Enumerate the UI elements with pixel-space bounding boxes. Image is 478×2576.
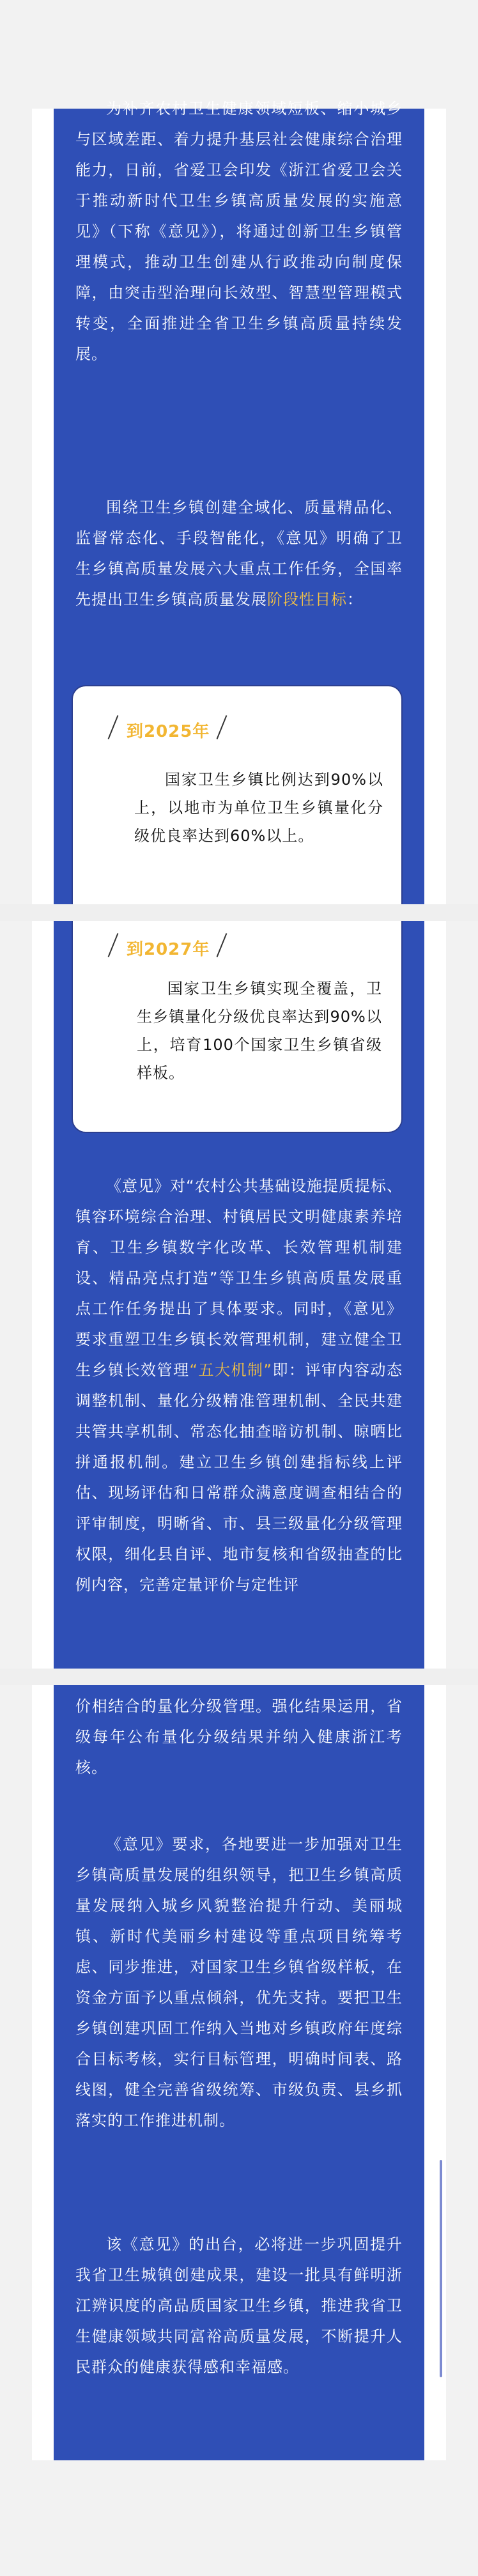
paragraph-goals-text: 围绕卫生乡镇创建全域化、质量精品化、监督常态化、手段智能化，《意见》明确了卫生乡镇高质量发展六大重点工作任务，全国率先提出卫生乡镇高质量发展 (75, 498, 403, 608)
stage-goal-highlight: 阶段性目标 (267, 590, 347, 608)
goal-card-2025 (72, 685, 403, 904)
paragraph-goals-intro (75, 492, 403, 615)
paragraph-assessment: 价相结合的量化分级管理。强化结果运用，省级每年公布量化分级结果并纳入健康浙江考核。 (75, 1697, 403, 1777)
goal-2025-text: 国家卫生乡镇比例达到90%以上，以地市为单位卫生乡镇量化分级优良率达到60%以上。 (134, 771, 383, 845)
slash-left-icon (108, 715, 119, 739)
goal-2027-tag: 到2027年 (127, 940, 210, 959)
paragraph-goals-colon: ： (347, 590, 363, 608)
paragraph-requirements: 《意见》要求，各地要进一步加强对卫生乡镇高质量发展的组织领导，把卫生乡镇高质量发展纳入城乡风貌整治提升行动、美丽城镇、新时代美丽乡村建设等重点项目统筹考虑、同步推进，对国家卫生乡镇省级样板，在资金方面予以重点倾斜，优先支持。要把卫生乡镇创建巩固工作纳入当地对乡镇政府年度综合目标考核，实行目标管理，明确时间表、路线图，健全完善省级统筹、市级负责、县乡抓落实的工作推进机制。 (75, 1835, 403, 2129)
goal-2025-tag: 到2025年 (127, 722, 210, 741)
paragraph-intro: 为补齐农村卫生健康领域短板、缩小城乡与区域差距、着力提升基层社会健康综合治理能力，日前，省爱卫会印发《浙江省爱卫会关于推动新时代卫生乡镇高质量发展的实施意见》（下称《意见》），将通过创新卫生乡镇管理模式，推动卫生创建从行政推动向制度保障，由突击型治理向长效型、智慧型管理模式转变，全面推进全省卫生乡镇高质量持续发展。 (75, 100, 403, 363)
paragraph-mechanisms (75, 1171, 403, 1600)
section-divider-2 (0, 1669, 478, 1685)
goal-card-2027 (72, 921, 403, 1133)
paragraph-conclusion: 该《意见》的出台，必将进一步巩固提升我省卫生城镇创建成果，建设一批具有鲜明浙江辨识度的高品质国家卫生乡镇，推进我省卫生健康领域共同富裕高质量发展，不断提升人民群众的健康获得感和幸福感。 (75, 2235, 403, 2376)
section-divider-1 (0, 904, 478, 921)
paragraph-mechanisms-text: 《意见》对“农村公共基础设施提质提标、镇容环境综合治理、村镇居民文明健康素养培育、卫生乡镇数字化改革、长效管理机制建设、精品亮点打造”等卫生乡镇高质量发展重点工作任务提出了具体要求。同时，《意见》要求重塑卫生乡镇长效管理机制，建立健全卫生乡镇长效管理 (75, 1177, 403, 1379)
goal-2027-text: 国家卫生乡镇实现全覆盖，卫生乡镇量化分级优良率达到90%以上，培育100个国家卫生乡镇省级样板。 (137, 980, 382, 1082)
slash-right-icon (217, 715, 227, 739)
slash-left-icon (108, 933, 119, 957)
scrollbar-thumb[interactable] (440, 2160, 442, 2377)
paragraph-mechanisms-rest: 即：评审内容动态调整机制、量化分级精准管理机制、全民共建共管共享机制、常态化抽查暗访机制、晾晒比拼通报机制。建立卫生乡镇创建指标线上评估、现场评估和日常群众满意度调查相结合的评审制度，明晰省、市、县三级量化分级管理权限，细化县自评、地市复核和省级抽查的比例内容，完善定量评价与定性评 (75, 1361, 403, 1594)
five-mechanisms-highlight: “五大机制” (189, 1361, 272, 1379)
slash-right-icon (217, 933, 227, 957)
